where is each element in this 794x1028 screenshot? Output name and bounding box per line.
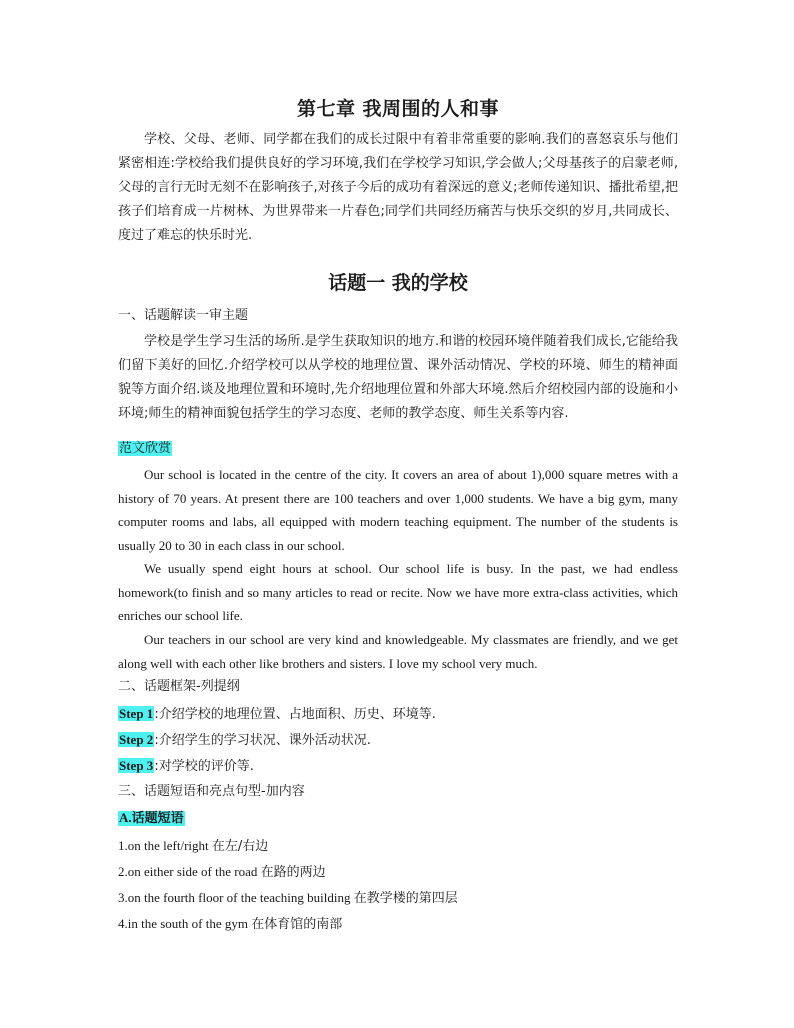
step-2-label: Step 2 [119,732,154,747]
step-1-label: Step 1 [119,706,154,721]
section3-sub-label-cn: 话题短语 [131,811,184,826]
section1-paragraph: 学校是学生学习生活的场所.是学生获取知识的地方.和谐的校园环境伴随着我们成长,它能给我们留下美好的回忆.介绍学校可以从学校的地理位置、课外活动情况、学校的环境、师生的精神面貌等方面介绍.谈及地理位置和环境时,先介绍地理位置和外部大环境.然后介绍校园内部的设施和小环境;师生的精神面貌包括学生的学习态度、老师的教学态度、师生关系等内容. [118,334,678,421]
step-1-text: :介绍学校的地理位置、占地面积、历史、环境等. [154,707,436,722]
phrase-item [118,861,678,884]
intro-paragraph: 学校、父母、老师、同学都在我们的成长过限中有着非常重要的影响.我们的喜怒哀乐与他们紧密相连:学校给我们提供良好的学习环境,我们在学校学习知识,学会做人;父母基孩子的启蒙老师,父母的言行无时无刻不在影响孩子,对孩子今后的成功有着深远的意义;老师传递知识、播批希望,把孩子们培育成一片树林、为世界带来一片春色;同学们共同经历痛苦与快乐交织的岁月,共同成长、度过了难忘的快乐时光. [118,132,678,243]
essay-paragraph-3: Our teachers in our school are very kind and knowledgeable. My classmates are friendly, and we get along well with each other like brothers and sisters. I love my school very much. [118,632,678,671]
step-3-label: Step 3 [119,758,154,773]
essay-paragraph-1: Our school is located in the centre of the city. It covers an area of about 1),000 square metres with a history of 70 years. At present there are 100 teachers and over 1,000 students. We have a big gym, many computer rooms and labs, all equipped with modern teaching equipment. The number of the students is usually 20 to 30 in each class in our school. [118,467,678,553]
phrase-item [118,913,678,936]
essay-paragraph-2: We usually spend eight hours at school. Our school life is busy. In the past, we had endless homework(to finish and so many articles to read or recite. Now we have more extra-class activities, which enriches our school life. [118,561,678,623]
section3-sub-label [118,811,185,826]
section3-sub-label-line [118,807,678,830]
phrase-3-cn: 在教学楼的第四层 [353,891,458,906]
phrase-4-en: 4.in the south of the gym [118,916,252,931]
step-3-text: :对学校的评价等. [154,759,254,774]
phrase-1-cn: 在左/右边 [211,839,269,854]
phrase-item [118,835,678,858]
section3-heading [118,781,678,803]
phrase-2-en: 2.on either side of the road [118,864,261,879]
step-3-line [118,755,678,778]
sample-label: 范文欣赏 [119,441,172,456]
chapter-title: 第七章 我周围的人和事 [296,98,500,120]
topic-title: 话题一 我的学校 [328,272,468,294]
phrase-item [118,887,678,910]
step-1-line [118,703,678,726]
section3-heading-text: 三、话题短语和亮点句型-加内容 [118,784,305,799]
section1-heading-text: 一、话题解读一审主题 [118,308,249,323]
phrase-1-en: 1.on the left/right [118,838,212,853]
phrase-3-en: 3.on the fourth floor of the teaching building [118,890,354,905]
phrase-4-cn: 在体育馆的南部 [251,917,343,932]
section1-heading [118,305,678,327]
section3-sub-label-en: A. [119,810,132,825]
section2-heading-text: 二、话题框架-列提纲 [118,679,240,694]
phrase-2-cn: 在路的两边 [260,865,326,880]
section2-heading [118,676,678,698]
sample-label-line [118,438,678,460]
step-2-line [118,729,678,752]
step-2-text: :介绍学生的学习状况、课外活动状况. [154,733,371,748]
